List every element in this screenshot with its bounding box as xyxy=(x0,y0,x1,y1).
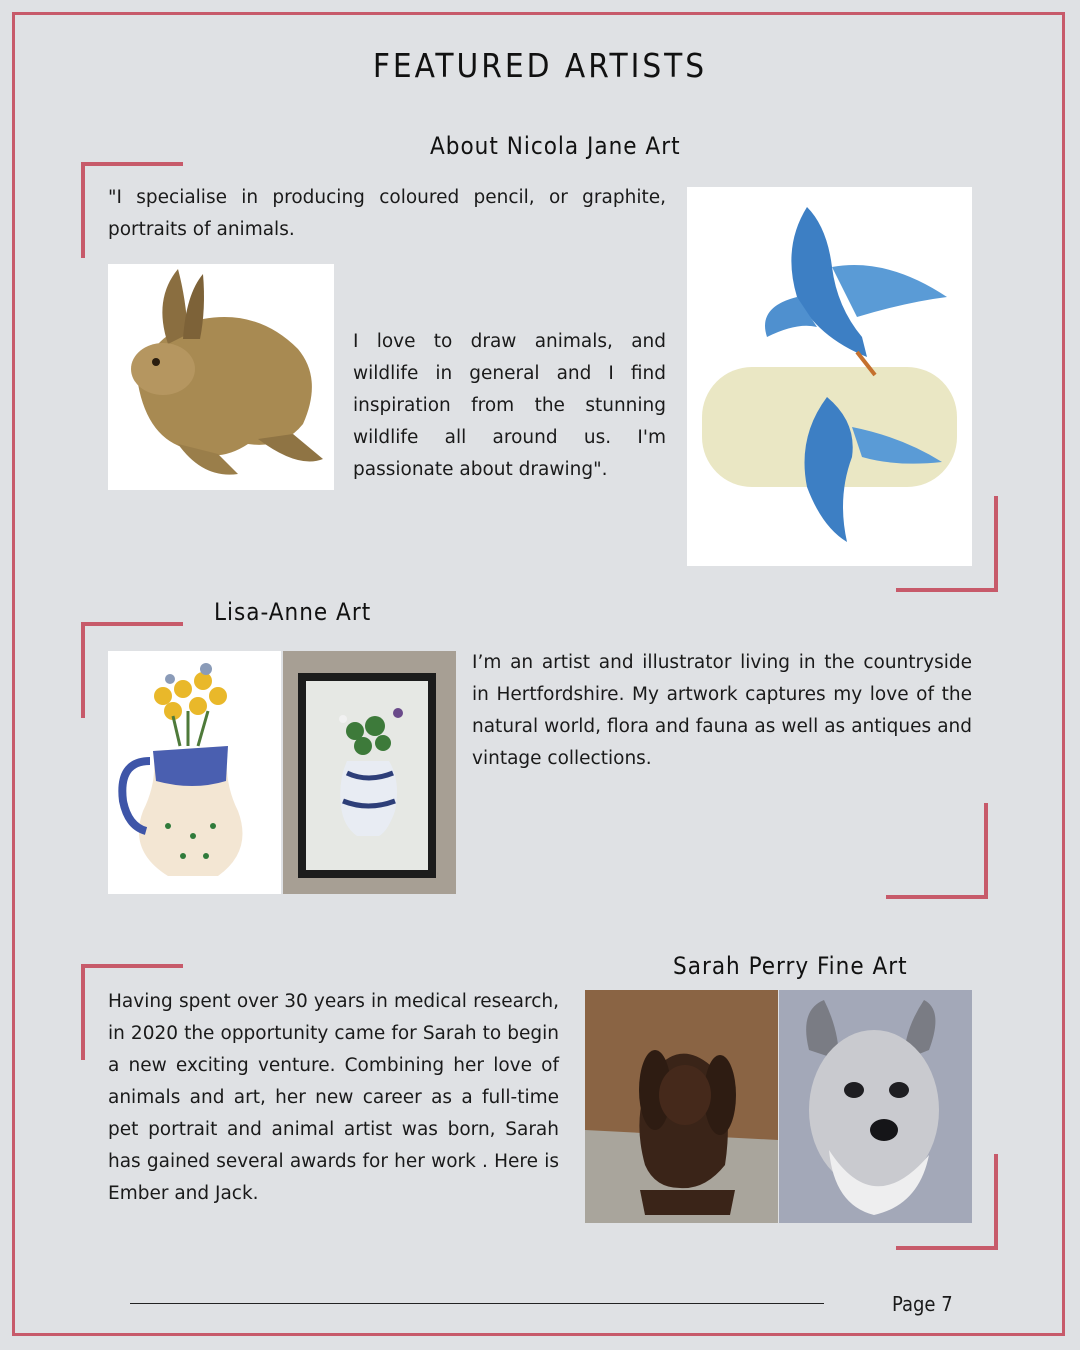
page-title: FEATURED ARTISTS xyxy=(372,46,708,85)
footer-divider xyxy=(130,1303,824,1304)
lisa-anne-text: I’m an artist and illustrator living in the countryside in Hertfordshire. My artwork captures my love of the natural world, flora and fauna as well as antiques and vintage collections. xyxy=(472,652,972,769)
section-heading-sarah-perry: Sarah Perry Fine Art xyxy=(673,952,908,980)
corner-bracket xyxy=(896,496,998,592)
hare-drawing-image xyxy=(108,264,334,490)
flower-jug-image xyxy=(108,651,281,894)
sarah-perry-text: Having spent over 30 years in medical research, in 2020 the opportunity came for Sarah to begin a new exciting venture. Combining her love of animals and art, her new career as a full-time pet portrait and animal artist was born, Sarah has gained several awards for her work . Here is Ember and Jack. xyxy=(108,991,559,1204)
framed-vase-print-image xyxy=(283,651,456,894)
spaniel-portrait-image xyxy=(585,990,778,1223)
section-heading-lisa-anne: Lisa-Anne Art xyxy=(214,598,372,626)
nicola-intro-text: "I specialise in producing coloured pencil, or graphite, portraits of animals. xyxy=(108,187,666,240)
page-number: Page 7 xyxy=(892,1292,953,1316)
nicola-main-text: I love to draw animals, and wildlife in general and I find inspiration from the stunning wildlife all around us. I'm passionate about drawing". xyxy=(353,331,666,480)
corner-bracket xyxy=(886,803,988,899)
section-heading-nicola: About Nicola Jane Art xyxy=(430,132,681,160)
corner-bracket xyxy=(896,1154,998,1250)
